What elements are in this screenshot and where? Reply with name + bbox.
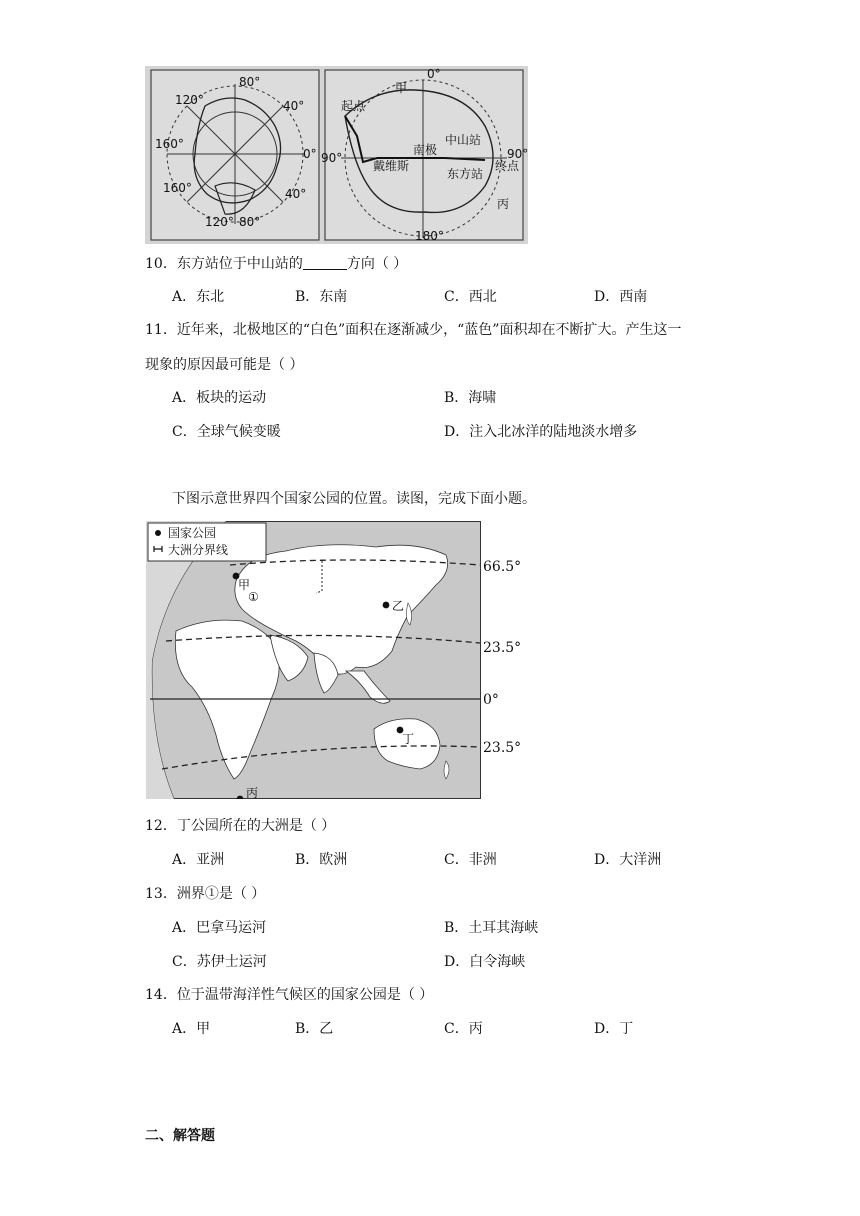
- option-a: A．巴拿马运河: [172, 920, 267, 936]
- question-10-stem: [145, 254, 407, 274]
- polar-right-label: 南极: [413, 143, 438, 157]
- polar-right-label: 180°: [415, 229, 444, 243]
- polar-left-label: 160°: [163, 181, 192, 195]
- legend-boundary-label: 大洲分界线: [168, 543, 229, 557]
- park-label-ding: 丁: [402, 732, 415, 746]
- question-11-line1: 11．近年来，北极地区的“白色”面积在逐渐减少，“蓝色”面积却在不断扩大。产生这一: [145, 322, 682, 338]
- question-10-text-end: 方向（ ）: [346, 256, 408, 272]
- section-heading: 二、解答题: [145, 1128, 215, 1144]
- option-b: B．欧洲: [295, 852, 348, 868]
- option-a: A．东北: [172, 289, 225, 305]
- option-c: C．非洲: [444, 852, 497, 868]
- option-c: C．西北: [444, 289, 497, 305]
- question-10-text: 10．东方站位于中山站的: [145, 256, 303, 272]
- option-b: B．海啸: [444, 390, 497, 406]
- question-12-stem: 12．丁公园所在的大洲是（ ）: [145, 818, 336, 834]
- polar-left-label: 0°: [303, 147, 317, 161]
- polar-left-label: 160°: [155, 137, 184, 151]
- park-label-yi: 乙: [392, 599, 405, 613]
- polar-right-label: 戴维斯: [373, 159, 410, 173]
- polar-left-label: 80°: [239, 215, 261, 229]
- option-c: C．苏伊士运河: [172, 954, 267, 970]
- option-a: A．板块的运动: [172, 390, 267, 406]
- world-map-svg: [146, 521, 481, 799]
- lat-label-23-5-south: 23.5°: [483, 740, 522, 756]
- option-d: D．注入北冰洋的陆地淡水增多: [444, 424, 638, 440]
- polar-right-label: 90°: [507, 147, 528, 161]
- option-b: B．乙: [295, 1021, 334, 1037]
- option-a: A．甲: [172, 1021, 211, 1037]
- park-label-jia: 甲: [238, 578, 251, 592]
- polar-right-label: 中山站: [445, 133, 482, 147]
- lat-label-equator: 0°: [483, 692, 499, 708]
- option-d: D．丁: [594, 1021, 634, 1037]
- polar-right-label: 0°: [427, 67, 441, 81]
- option-d: D．白令海峡: [444, 954, 526, 970]
- polar-left-label: 120°: [175, 93, 204, 107]
- answer-blank: [303, 255, 347, 270]
- lat-label-23-5-north: 23.5°: [483, 640, 522, 656]
- park-label-bing: 丙: [246, 786, 259, 799]
- polar-left-label: 80°: [239, 75, 261, 89]
- option-d: D．大洋洲: [594, 852, 662, 868]
- boundary-marker-1: ①: [248, 590, 259, 604]
- polar-right-label: 终点: [495, 159, 520, 173]
- option-a: A．亚洲: [172, 852, 225, 868]
- option-b: B．东南: [295, 289, 348, 305]
- polar-left-label: 40°: [285, 187, 307, 201]
- legend-park-label: 国家公园: [168, 526, 217, 540]
- question-13-stem: 13．洲界①是（ ）: [145, 886, 266, 902]
- world-map-figure: [146, 521, 481, 799]
- question-11-line2: 现象的原因最可能是（ ）: [145, 357, 304, 373]
- polar-right-label: 90°: [321, 151, 343, 165]
- polar-maps-svg: [145, 66, 528, 244]
- option-c: C．丙: [444, 1021, 483, 1037]
- question-14-stem: 14．位于温带海洋性气候区的国家公园是（ ）: [145, 987, 434, 1003]
- figure-intro-text: 下图示意世界四个国家公园的位置。读图，完成下面小题。: [172, 491, 536, 507]
- polar-maps-figure: [145, 66, 528, 244]
- lat-label-66-5: 66.5°: [483, 559, 522, 575]
- polar-right-label: 起点: [341, 99, 366, 113]
- polar-left-label: 120°: [205, 215, 234, 229]
- option-b: B．土耳其海峡: [444, 920, 539, 936]
- polar-right-label: 丙: [497, 197, 510, 211]
- option-d: D．西南: [594, 289, 648, 305]
- polar-right-label: 甲: [395, 81, 408, 95]
- polar-right-label: 东方站: [447, 167, 484, 181]
- polar-left-label: 40°: [283, 99, 305, 113]
- option-c: C．全球气候变暖: [172, 424, 281, 440]
